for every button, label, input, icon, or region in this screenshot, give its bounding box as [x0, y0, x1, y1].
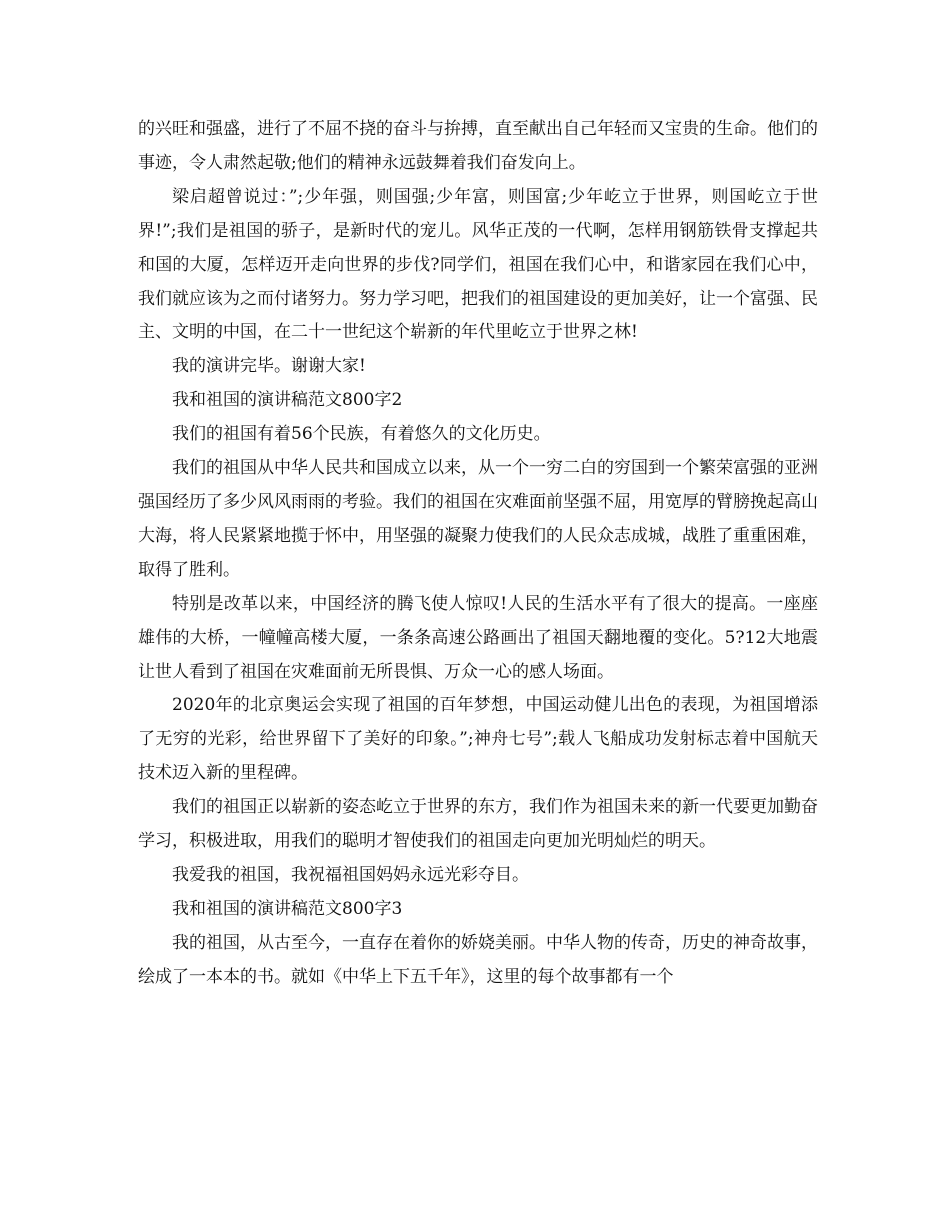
- paragraph-9: 我们的祖国正以崭新的姿态屹立于世界的东方，我们作为祖国未来的新一代要更加勤奋学习，积极进取，用我们的聪明才智使我们的祖国走向更加光明灿烂的明天。: [138, 797, 818, 852]
- paragraph-12: 我的祖国，从古至今，一直存在着你的娇娆美丽。中华人物的传奇，历史的神奇故事，绘成了一本本的书。就如《中华上下五千年》，这里的每个故事都有一个: [138, 932, 818, 987]
- paragraph-2: 梁启超曾说过：”;少年强，则国强;少年富，则国富;少年屹立于世界，则国屹立于世界!”;我们是祖国的骄子，是新时代的宠儿。风华正茂的一代啊，怎样用钢筋铁骨支撑起共和国的大厦，怎样迈开走向世界的步伐?同学们，祖国在我们心中，和谐家园在我们心中，我们就应该为之而付诸努力。努力学习吧，把我们的祖国建设的更加美好，让一个富强、民主、文明的中国，在二十一世纪这个崭新的年代里屹立于世界之林!: [138, 186, 818, 343]
- paragraph-3: 我的演讲完毕。谢谢大家!: [172, 356, 366, 377]
- paragraph-1: 的兴旺和强盛，进行了不屈不挠的奋斗与拚搏，直至献出自己年轻而又宝贵的生命。他们的事迹，令人肃然起敬;他们的精神永远鼓舞着我们奋发向上。: [138, 119, 818, 173]
- paragraph-10: 我爱我的祖国，我祝福祖国妈妈永远光彩夺目。: [172, 864, 529, 885]
- paragraph-8: 2020年的北京奥运会实现了祖国的百年梦想，中国运动健儿出色的表现，为祖国增添了无穷的光彩，给世界留下了美好的印象。”;神舟七号”;载人飞船成功发射标志着中国航天技术迈入新的里程碑。: [138, 695, 818, 784]
- paragraph-5: 我们的祖国有着56个民族，有着悠久的文化历史。: [172, 424, 551, 445]
- document-body: [138, 113, 818, 995]
- section-heading-3: 我和祖国的演讲稿范文800字3: [172, 898, 403, 919]
- paragraph-7: 特别是改革以来，中国经济的腾飞使人惊叹!人民的生活水平有了很大的提高。一座座雄伟的大桥，一幢幢高楼大厦，一条条高速公路画出了祖国天翻地覆的变化。5?12大地震让世人看到了祖国在灾难面前无所畏惧、万众一心的感人场面。: [138, 593, 818, 682]
- section-heading-2: 我和祖国的演讲稿范文800字2: [172, 390, 403, 411]
- paragraph-6: 我们的祖国从中华人民共和国成立以来，从一个一穷二白的穷国到一个繁荣富强的亚洲强国经历了多少风风雨雨的考验。我们的祖国在灾难面前坚强不屈，用宽厚的臂膀挽起高山大海，将人民紧紧地揽于怀中，用坚强的凝聚力使我们的人民众志成城，战胜了重重困难，取得了胜利。: [138, 458, 818, 580]
